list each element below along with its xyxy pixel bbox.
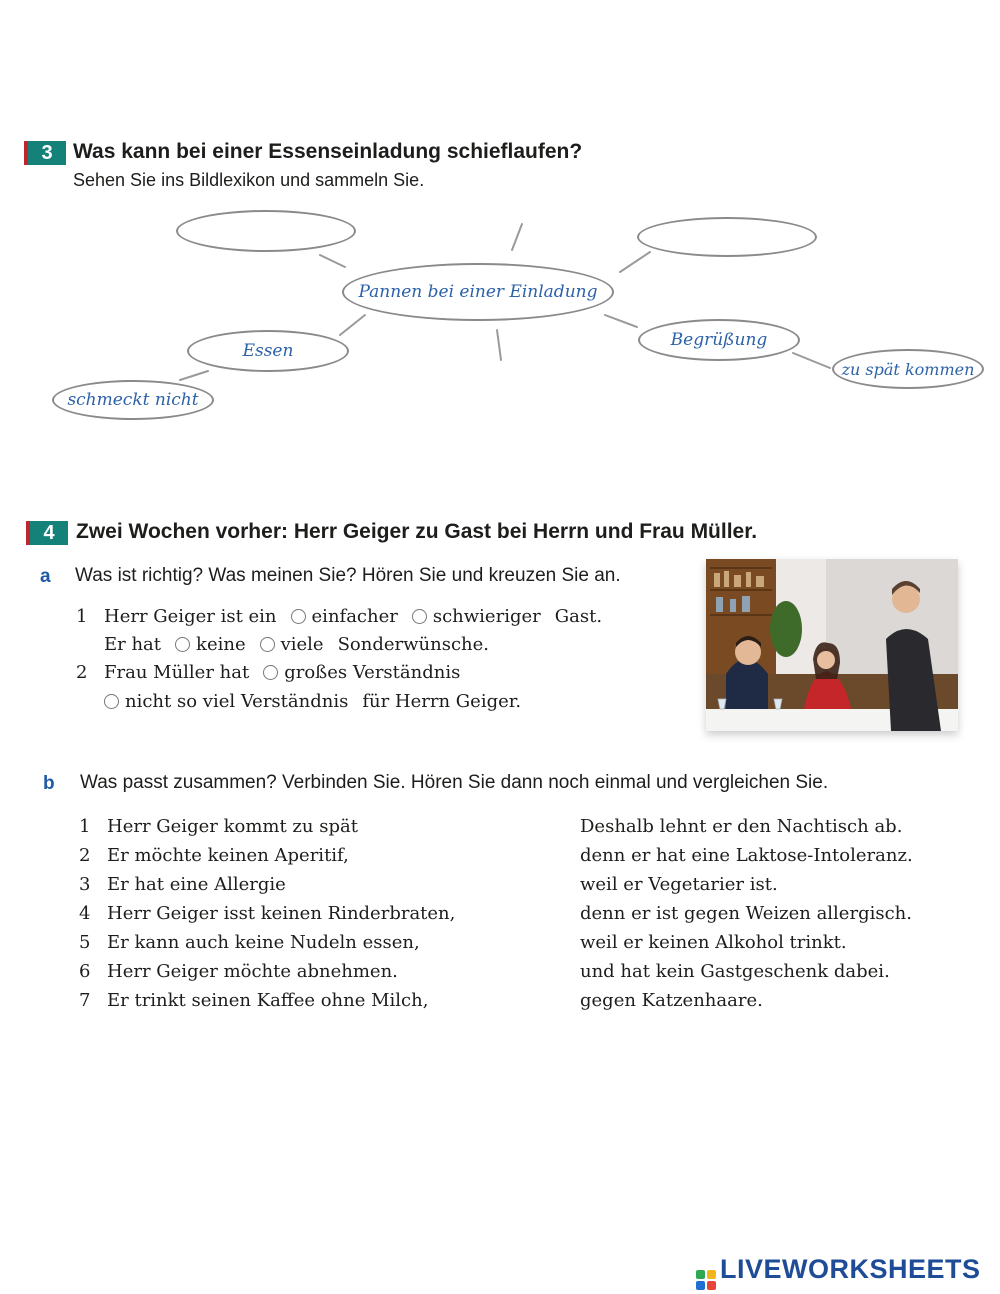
- part-b-letter: b: [43, 773, 55, 794]
- liveworksheets-logo-icon: [696, 1270, 716, 1290]
- connector-line: [340, 315, 365, 335]
- match-left-item[interactable]: 3 Er hat eine Allergie: [79, 874, 286, 895]
- connector-line: [512, 224, 522, 250]
- mindmap-center-text: Pannen bei einer Einladung: [358, 282, 598, 302]
- exercise-3-title: Was kann bei einer Essenseinladung schieflaufen?: [73, 140, 583, 163]
- mindmap-blank-left[interactable]: [176, 210, 356, 252]
- match-left-item[interactable]: 2 Er möchte keinen Aperitif,: [79, 845, 349, 866]
- connector-line: [320, 255, 345, 267]
- match-right-item[interactable]: und hat kein Gastgeschenk dabei.: [580, 961, 890, 982]
- part-a-letter: a: [40, 566, 51, 587]
- match-right-item[interactable]: Deshalb lehnt er den Nachtisch ab.: [580, 816, 903, 837]
- part-a-item-1-line-1: 1 Herr Geiger ist ein einfacher schwieriger Gast.: [76, 606, 603, 627]
- liveworksheets-logo: LIVEWORKSHEETS: [696, 1254, 981, 1290]
- mindmap-schmeckt-nicht-text: schmeckt nicht: [67, 390, 199, 410]
- match-left-item[interactable]: 6 Herr Geiger möchte abnehmen.: [79, 961, 398, 982]
- radio-viele[interactable]: [260, 637, 275, 652]
- match-right-item[interactable]: gegen Katzenhaare.: [580, 990, 763, 1011]
- mindmap-zu-spaet-text: zu spät kommen: [841, 359, 975, 379]
- match-right-item[interactable]: weil er Vegetarier ist.: [580, 874, 778, 895]
- match-right-item[interactable]: weil er keinen Alkohol trinkt.: [580, 932, 847, 953]
- match-left-item[interactable]: 4 Herr Geiger isst keinen Rinderbraten,: [79, 903, 456, 924]
- exercise-3-number: 3: [28, 141, 66, 165]
- radio-grosses-verstaendnis[interactable]: [263, 665, 278, 680]
- radio-nicht-so-viel-verstaendnis[interactable]: [104, 694, 119, 709]
- exercise-4-number: 4: [30, 521, 68, 545]
- match-left-item[interactable]: 5 Er kann auch keine Nudeln essen,: [79, 932, 420, 953]
- exercise-3-subtitle: Sehen Sie ins Bildlexikon und sammeln Sie.: [73, 170, 425, 190]
- connector-line: [497, 330, 501, 360]
- mindmap-schmeckt-nicht: [52, 380, 214, 420]
- mindmap-zu-spaet: [832, 349, 984, 389]
- mindmap-begruessung: [638, 319, 800, 361]
- part-a-instruction: Was ist richtig? Was meinen Sie? Hören Sie und kreuzen Sie an.: [75, 565, 621, 586]
- mindmap-essen: [187, 330, 349, 372]
- connector-line: [793, 353, 830, 368]
- exercise-4-title: Zwei Wochen vorher: Herr Geiger zu Gast bei Herrn und Frau Müller.: [76, 520, 758, 543]
- connector-line: [180, 371, 208, 380]
- match-right-item[interactable]: denn er ist gegen Weizen allergisch.: [580, 903, 912, 924]
- match-left-item[interactable]: 1 Herr Geiger kommt zu spät: [79, 816, 358, 837]
- part-a-item-2-line-1: 2 Frau Müller hat großes Verständnis: [76, 662, 461, 683]
- mindmap-begruessung-text: Begrüßung: [670, 330, 768, 350]
- match-right-item[interactable]: denn er hat eine Laktose-Intoleranz.: [580, 845, 913, 866]
- connector-line: [605, 315, 637, 327]
- connector-line: [620, 252, 650, 272]
- mindmap-essen-text: Essen: [242, 341, 294, 361]
- radio-schwieriger[interactable]: [412, 609, 427, 624]
- radio-keine[interactable]: [175, 637, 190, 652]
- part-a-item-2-line-2: nicht so viel Verständnis für Herrn Geiger.: [104, 691, 521, 712]
- radio-einfacher[interactable]: [291, 609, 306, 624]
- dinner-scene-photo: [706, 559, 958, 731]
- part-b-instruction: Was passt zusammen? Verbinden Sie. Hören Sie dann noch einmal und vergleichen Sie.: [80, 772, 829, 793]
- mindmap-blank-right[interactable]: [637, 217, 817, 257]
- mindmap-center: [342, 263, 614, 321]
- match-left-item[interactable]: 7 Er trinkt seinen Kaffee ohne Milch,: [79, 990, 429, 1011]
- part-a-item-1-line-2: Er hat keine viele Sonderwünsche.: [104, 634, 490, 655]
